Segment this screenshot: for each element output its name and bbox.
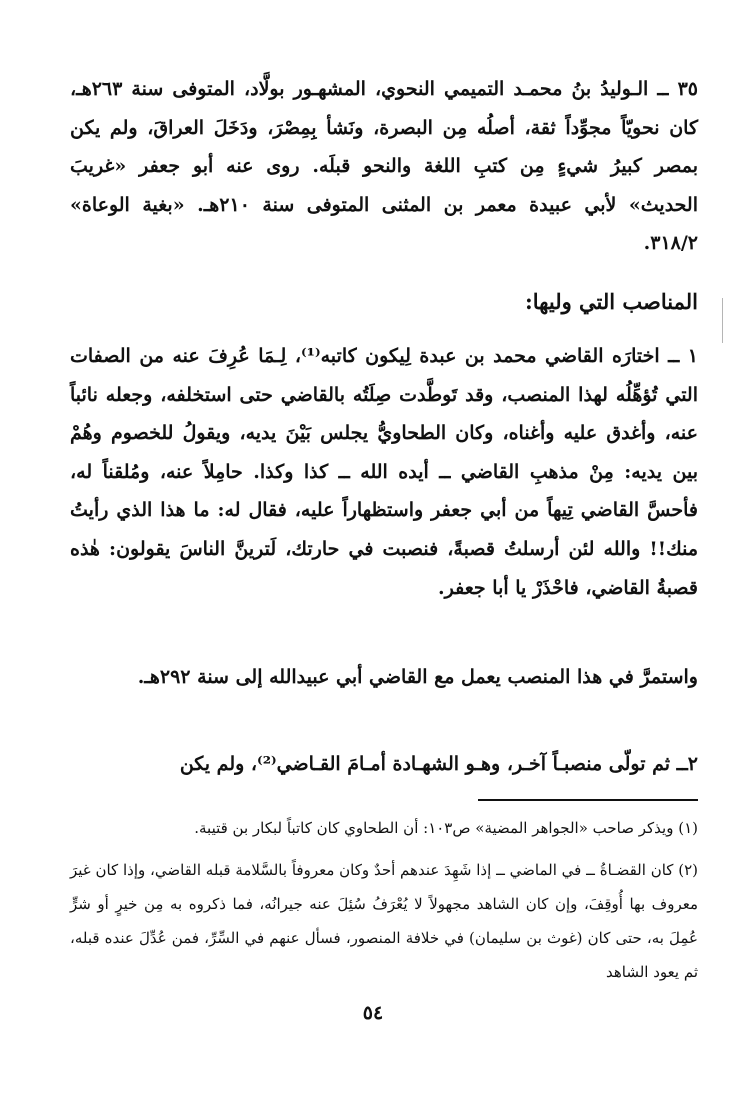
- section-heading: المناصب التي وليها:: [525, 289, 698, 314]
- footnote-separator: [478, 799, 698, 801]
- page-number: ٥٤: [362, 1002, 384, 1024]
- paragraph-2: واستمرَّ في هذا المنصب يعمل مع القاضي أبي عبيدالله إلى سنة ٢٩٢هـ.: [137, 666, 698, 688]
- footnote-1: (١) ويذكر صاحب «الجواهر المضية» ص١٠٣: أن الطحاوي كان كاتباً لبكار بن قتيبة.: [194, 819, 698, 837]
- biography-entry: ٣٥ ــ الـوليدُ بنُ محمـد التميمي النحوي، المشهـور بولَّاد، المتوفى سنة ٢٦٣هـ، كان نحويّاً مجوِّداً ثقة، أصلُه مِن البصرة، ونَشأ بِمِصْرَ، ودَخَلَ العراقَ، ولم يكن بمصر كبيرُ شيءٍ مِن كتبِ اللغة والنحو قبلَه. روى عنه أبو جعفر «غريبَ الحديث» لأبي عبيدة معمر بن المثنى المتوفى سنة ٢١٠هـ. «بغية الوعاة» ٣١٨/٢.: [70, 78, 698, 255]
- footnote-2: (٢) كان القضـاةُ ــ في الماضي ــ إذا شَهِدَ عندهم أحدٌ وكان معروفاً بالسَّلامة قبله القاضي، وإذا كان غيرَ معروف بها أُوقِفَ، وإن كان الشاهد مجهولاً لا يُعْرَفُ سُئِلَ عنه جيرانُه، فما ذكروه به مِن خيرٍ أو شرٍّ عُمِلَ به، حتى كان (غوث بن سليمان) في خلافة المنصور، فسأل عنهم في السِّرِّ، فمن عُدِّلَ عنده قبله، ثم يعود الشاهد: [70, 861, 699, 981]
- margin-mark: [722, 298, 723, 343]
- paragraph-3: ٢ــ ثم تولّى منصبـاً آخـر، وهـو الشهـادة أمـامَ القـاضي⁽²⁾، ولم يكن: [179, 753, 698, 775]
- paragraph-1: ١ ــ اختارَه القاضي محمد بن عبدة لِيكون كاتبه⁽¹⁾، لِـمَا عُرِفَ عنه من الصفات التي تُؤهِّلُه لهذا المنصب، وقد تَوطَّدت صِلَتُه بالقاضي حتى استخلفه، وجعله نائباً عنه، وأغدق عليه وأغناه، وكان الطحاويُّ يجلس بَيْنَ يديه، ويقولُ للخصوم وهُمْ بين يديه: مِنْ مذهبِ القاضي ــ أيده الله ــ كذا وكذا. حامِلاً عنه، ومُلقناً له، فأحسَّ القاضي تِيهاً من أبي جعفر واستظهاراً عليه، فقال له: ما هذا الذي رأيتُ منك!! والله لئن أرسلتُ قصبةً، فنصبت في حارتك، لَترينَّ الناسَ يقولون: هٰذه قصبةُ القاضي، فاحْذَرْ يا أبا جعفر.: [70, 345, 698, 599]
